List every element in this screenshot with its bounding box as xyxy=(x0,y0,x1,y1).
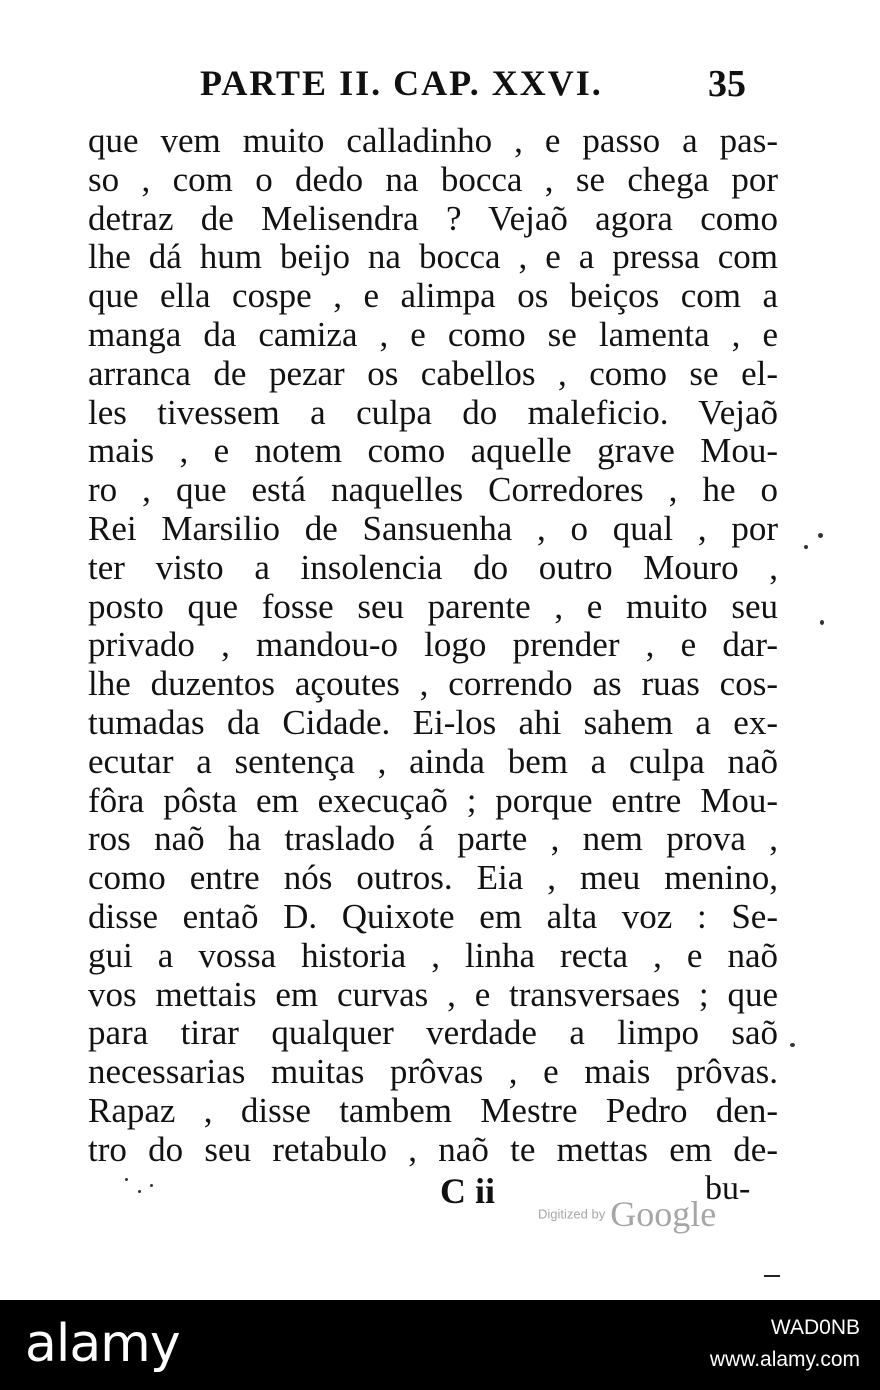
text-line: so , com o dedo na bocca , se chega por xyxy=(88,160,778,199)
text-line: como entre nós outros. Eia , meu menino, xyxy=(88,859,778,898)
watermark-prefix: Digitized by xyxy=(538,1206,606,1222)
text-line: arranca de pezar os cabellos , como se el- xyxy=(88,354,778,393)
text-line: que ella cospe , e alimpa os beiços com a xyxy=(88,277,778,316)
text-line: tumadas da Cidade. Ei-los ahi sahem a ex- xyxy=(88,703,778,742)
text-line: ter visto a insolencia do outro Mouro , xyxy=(88,548,778,587)
text-line: detraz de Melisendra ? Vejaõ agora como xyxy=(88,199,778,238)
ink-speck xyxy=(150,1184,153,1187)
text-line: posto que fosse seu parente , e muito seu xyxy=(88,587,778,626)
text-line: tro do seu retabulo , naõ te mettas em de- xyxy=(88,1130,778,1169)
text-line: disse entaõ D. Quixote em alta voz : Se- xyxy=(88,897,778,936)
stock-footer-bar xyxy=(0,1300,880,1390)
text-line: lhe duzentos açoutes , correndo as ruas cos- xyxy=(88,665,778,704)
ink-speck xyxy=(790,1043,795,1047)
text-line: Rapaz , disse tambem Mestre Pedro den- xyxy=(88,1091,778,1130)
text-line: fôra pôsta em execuçaõ ; porque entre Mou- xyxy=(88,781,778,820)
text-line: manga da camiza , e como se lamenta , e xyxy=(88,315,778,354)
ink-speck xyxy=(804,545,808,549)
text-line: necessarias muitas prôvas , e mais prôvas. xyxy=(88,1053,778,1092)
image-id: WAD0NB xyxy=(770,1316,860,1339)
margin-dash xyxy=(764,1275,780,1277)
ink-speck xyxy=(818,533,823,538)
text-line: ros naõ ha traslado á parte , nem prova , xyxy=(88,820,778,859)
text-line: lhe dá hum beijo na bocca , e a pressa com xyxy=(88,238,778,277)
catchword: bu- xyxy=(705,1170,751,1207)
page-number: 35 xyxy=(708,63,746,105)
digitized-watermark xyxy=(538,1193,716,1235)
alamy-logo: alamy xyxy=(25,1314,180,1374)
running-head: PARTE II. CAP. XXVI. xyxy=(200,63,603,103)
text-line: gui a vossa historia , linha recta , e naõ xyxy=(88,936,778,975)
ink-speck xyxy=(125,1178,128,1181)
text-line: les tivessem a culpa do maleficio. Vejaõ xyxy=(88,393,778,432)
text-line: Rei Marsilio de Sansuenha , o qual , por xyxy=(88,509,778,548)
text-line: ecutar a sentença , ainda bem a culpa naõ xyxy=(88,742,778,781)
text-line: para tirar qualquer verdade a limpo saõ xyxy=(88,1014,778,1053)
google-logo: Google xyxy=(610,1194,717,1234)
signature-mark: C ii xyxy=(440,1171,496,1211)
text-line: privado , mandou-o logo prender , e dar- xyxy=(88,626,778,665)
text-line: mais , e notem como aquelle grave Mou- xyxy=(88,432,778,471)
text-line: ro , que está naquelles Corredores , he o xyxy=(88,471,778,510)
text-line: vos mettais em curvas , e transversaes ; que xyxy=(88,975,778,1014)
ink-speck xyxy=(138,1190,141,1193)
page-header xyxy=(190,62,790,112)
text-line: que vem muito calladinho , e passo a pas- xyxy=(88,122,778,160)
body-text xyxy=(88,122,778,1170)
site-url: www.alamy.com xyxy=(709,1348,860,1371)
ink-speck xyxy=(820,620,824,625)
